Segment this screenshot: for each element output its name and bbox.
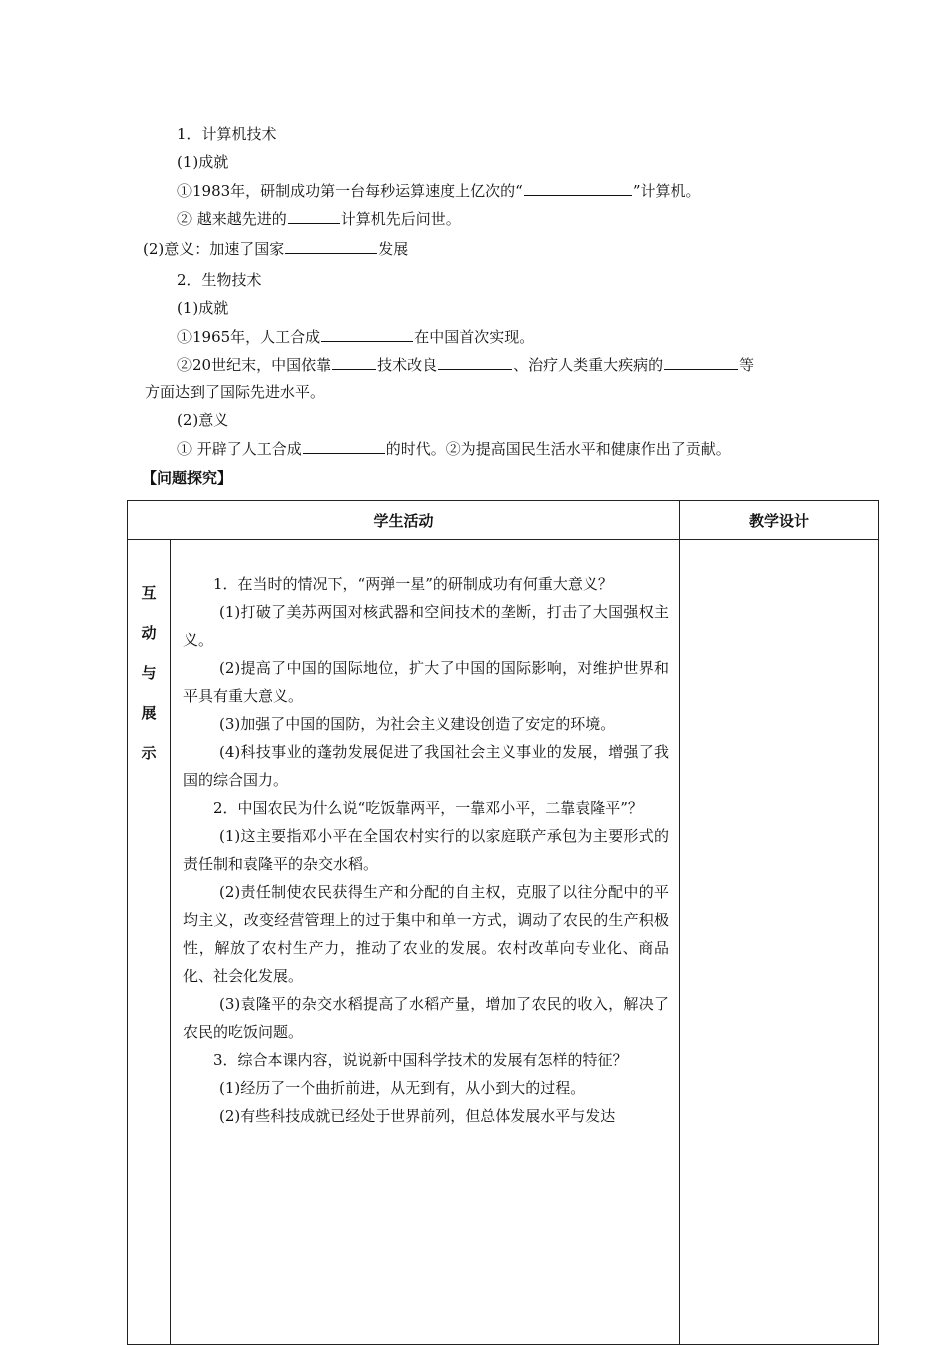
side-label-char: 与 (141, 664, 157, 682)
activity-table (127, 500, 879, 1345)
fill-blank[interactable] (321, 326, 413, 342)
side-label-char: 动 (141, 624, 157, 642)
question-2: 2．中国农民为什么说“吃饭靠两平，一靠邓小平，二靠袁隆平”？ (213, 799, 643, 817)
student-activity-header: 学生活动 (128, 501, 680, 540)
section1-item1 (177, 180, 701, 201)
fill-blank[interactable] (524, 180, 632, 196)
section1-item2 (177, 208, 461, 229)
section2-title: 2．生物技术 (177, 271, 262, 289)
section2-sub2: (2)意义 (177, 411, 229, 429)
section1-item1-post: ”计算机。 (632, 182, 701, 200)
side-label-char: 展 (141, 704, 157, 722)
answer-paragraph: (1)经历了一个曲折前进，从无到有，从小到大的过程。 (219, 1079, 586, 1097)
section2-item3-post: 的时代。②为提高国民生活水平和健康作出了贡献。 (385, 440, 731, 458)
table-body-row (128, 540, 879, 1345)
section1-sub1: (1)成就 (177, 153, 229, 171)
section2-item1 (177, 326, 534, 347)
fill-blank[interactable] (664, 354, 738, 370)
question-1: 1．在当时的情况下，“两弹一星”的研制成功有何重大意义？ (213, 575, 613, 593)
section1-sub2 (143, 238, 408, 259)
section2-item2-a: ②20世纪末，中国依靠 (177, 356, 332, 374)
answer-paragraph: (2)有些科技成就已经处于世界前列，但总体发展水平与发达 (219, 1107, 616, 1125)
teaching-design-cell[interactable] (680, 540, 879, 1345)
answer-paragraph: (3)袁隆平的杂交水稻提高了水稻产量，增加了农民的收入，解决了农民的吃饭问题。 (183, 995, 670, 1041)
fill-blank[interactable] (438, 354, 512, 370)
side-label-char: 互 (141, 584, 157, 602)
side-label (128, 540, 171, 1345)
answer-paragraph: (4)科技事业的蓬勃发展促进了我国社会主义事业的发展，增强了我国的综合国力。 (183, 743, 670, 789)
answer-paragraph: (2)提高了中国的国际地位，扩大了中国的国际影响，对维护世界和平具有重大意义。 (183, 659, 670, 705)
answer-paragraph: (3)加强了中国的国防，为社会主义建设创造了安定的环境。 (219, 715, 616, 733)
fill-blank[interactable] (288, 208, 340, 224)
section1-item2-post: 计算机先后问世。 (340, 210, 461, 228)
fill-blank[interactable] (285, 238, 377, 254)
section2-sub1: (1)成就 (177, 299, 229, 317)
answer-paragraph: (2)责任制使农民获得生产和分配的自主权，克服了以往分配中的平均主义，改变经营管理上的过于集中和单一方式，调动了农民的生产积极性，解放了农村生产力，推动了农业的发展。农村改革向专业化、商品化、社会化发展。 (183, 883, 670, 985)
section2-item3-pre: ① 开辟了人工合成 (177, 440, 302, 458)
teaching-design-header: 教学设计 (680, 501, 879, 540)
section2-item1-pre: ①1965年，人工合成 (177, 328, 321, 346)
table-header-row (128, 501, 879, 540)
fill-blank[interactable] (303, 438, 385, 454)
section2-item2-d: 等 (739, 356, 755, 374)
answer-paragraph: (1)打破了美苏两国对核武器和空间技术的垄断，打击了大国强权主义。 (183, 603, 670, 649)
section2-item2-c: 、治疗人类重大疾病的 (513, 356, 664, 374)
section1-title: 1．计算机技术 (177, 125, 277, 143)
section2-item2 (177, 354, 754, 375)
section2-item3 (177, 438, 731, 459)
section2-item2-b: 技术改良 (377, 356, 438, 374)
section1-item2-pre: ② 越来越先进的 (177, 210, 287, 228)
section2-item1-post: 在中国首次实现。 (414, 328, 535, 346)
section1-sub2-pre: (2)意义：加速了国家 (143, 240, 285, 258)
fill-blank[interactable] (332, 354, 376, 370)
inquiry-heading: 【问题探究】 (142, 469, 233, 487)
section1-item1-pre: ①1983年，研制成功第一台每秒运算速度上亿次的“ (177, 182, 523, 200)
student-activity-cell (171, 540, 680, 1345)
section1-sub2-post: 发展 (378, 240, 409, 258)
section2-item2-continued: 方面达到了国际先进水平。 (145, 383, 326, 401)
question-3: 3．综合本课内容，说说新中国科学技术的发展有怎样的特征？ (213, 1051, 628, 1069)
answer-paragraph: (1)这主要指邓小平在全国农村实行的以家庭联产承包为主要形式的责任制和袁隆平的杂交水稻。 (183, 827, 670, 873)
side-label-char: 示 (141, 744, 157, 762)
